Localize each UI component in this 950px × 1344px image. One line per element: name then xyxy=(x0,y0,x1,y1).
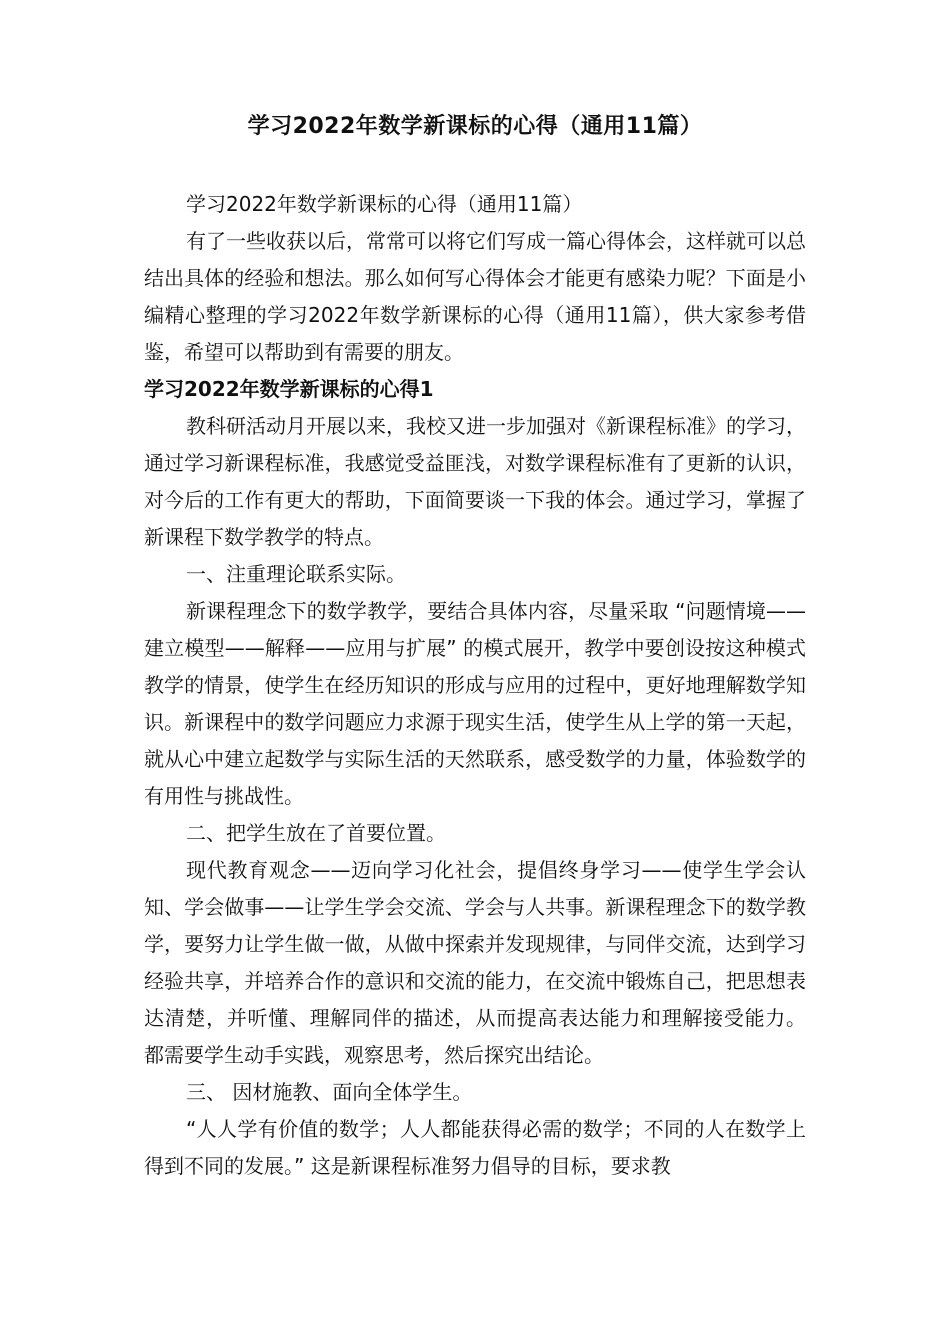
document-title: 学习2022年数学新课标的心得（通用11篇） xyxy=(247,114,703,139)
body-paragraph: 教科研活动月开展以来，我校又进一步加强对《新课程标准》的学习，通过学习新课程标准，我感觉受益匪浅，对数学课程标准有了更新的认识，对今后的工作有更大的帮助，下面简要谈一下我的体会。通过学习，掌握了新课程下数学教学的特点。 xyxy=(144,414,806,549)
body-paragraph: 新课程理念下的数学教学，要结合具体内容，尽量采取 “问题情境——建立模型——解释——应用与扩展” 的模式展开，教学中要创设按这种模式教学的情景，使学生在经历知识的形成与应用的过程中，更好地理解数学知识。新课程中的数学问题应力求源于现实生活，使学生从上学的第一天起，就从心中建立起数学与实际生活的天然联系，感受数学的力量，体验数学的有用性与挑战性。 xyxy=(144,599,806,808)
point-heading-2: 二、把学生放在了首要位置。 xyxy=(186,821,446,845)
point-heading-1: 一、注重理论联系实际。 xyxy=(186,562,406,586)
body-paragraph: 现代教育观念——迈向学习化社会，提倡终身学习——使学生学会认知、学会做事——让学生学会交流、学会与人共事。新课程理念下的数学教学，要努力让学生做一做，从做中探索并发现规律，与同伴交流，达到学习经验共享，并培养合作的意识和交流的能力，在交流中锻炼自己，把思想表达清楚，并听懂、理解同伴的描述，从而提高表达能力和理解接受能力。 都需要学生动手实践，观察思考，然后探究出结论。 xyxy=(144,858,806,1067)
intro-paragraph: 有了一些收获以后，常常可以将它们写成一篇心得体会，这样就可以总结出具体的经验和想法。那么如何写心得体会才能更有感染力呢？下面是小编精心整理的学习2022年数学新课标的心得（通用11篇），供大家参考借鉴，希望可以帮助到有需要的朋友。 xyxy=(144,229,806,364)
section-heading: 学习2022年数学新课标的心得1 xyxy=(144,377,434,401)
subtitle-paragraph: 学习2022年数学新课标的心得（通用11篇） xyxy=(186,192,583,216)
point-heading-3: 三、 因材施教、面向全体学生。 xyxy=(186,1080,473,1104)
document-page xyxy=(144,108,806,1185)
body-paragraph: “人人学有价值的数学；人人都能获得必需的数学；不同的人在数学上得到不同的发展。” 这是新课程标准努力倡导的目标，要求教 xyxy=(144,1117,806,1178)
